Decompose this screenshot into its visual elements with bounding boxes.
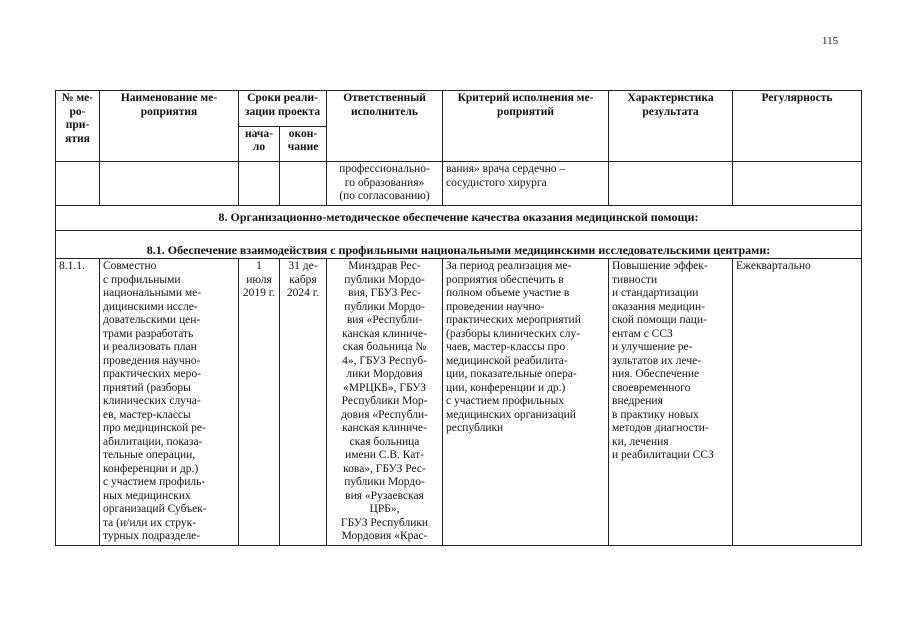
cont-no bbox=[56, 162, 100, 206]
section-8-title: 8. Организационно-методическое обеспечение качества оказания медицинской помощи: bbox=[56, 205, 862, 230]
cont-name bbox=[100, 162, 239, 206]
row-regularity: Ежеквартально bbox=[733, 259, 862, 546]
row-criterion: За период реализация ме- роприятия обеспечить в полном объеме участие в проведении научно- практических мероприятий (разборы клинических слу- чаев, мастер-классы про медицинской реабилита- ции, показательные опера- ции, конференции и др.) с участием профильных медицинских организаций республики bbox=[443, 259, 609, 546]
cont-responsible: профессионально- го образования» (по согласованию) bbox=[327, 162, 443, 206]
cont-regularity bbox=[733, 162, 862, 206]
header-end: окон-чание bbox=[280, 126, 327, 162]
header-terms: Сроки реали-зации проекта bbox=[239, 91, 327, 127]
cont-end bbox=[280, 162, 327, 206]
row-no: 8.1.1. bbox=[56, 259, 100, 546]
table-row bbox=[56, 259, 862, 546]
row-name: Совместно с профильными национальными ме- дицинскими иссле- довательскими цен- трами разработать и реализовать план проведения научно- практических меро- приятий (разборы клинических случа- ев, мастер-классы про медицинской ре- абилитации, показа- тельные операции, конференции и др.) с участием профиль- ных медицинских организаций Субъек- та (и/или их струк- турных подразделе- bbox=[100, 259, 239, 546]
cont-result bbox=[609, 162, 733, 206]
row-result: Повышение эффек- тивности и стандартизации оказания медицин- ской помощи паци- ентам с ССЗ и улучшение ре- зультатов их лече- ния. Обеспечение своевременного внедрения в практику новых методов диагности- ки, лечения и реабилитации ССЗ bbox=[609, 259, 733, 546]
header-no: № ме-ро-при-ятия bbox=[56, 91, 100, 162]
section-row bbox=[56, 205, 862, 230]
cont-start bbox=[239, 162, 280, 206]
header-start: нача-ло bbox=[239, 126, 280, 162]
measures-table bbox=[55, 90, 862, 546]
subsection-row bbox=[56, 230, 862, 259]
continuation-row bbox=[56, 162, 862, 206]
header-criterion: Критерий исполнения ме-роприятий bbox=[443, 91, 609, 162]
row-responsible: Минздрав Рес- публики Мордо- вия, ГБУЗ Рес- публики Мордо- вия «Республи- канская клиниче- ская больница № 4», ГБУЗ Респуб- лики Мордовия «МРЦКБ», ГБУЗ Республики Мор- довия «Республи- канская клиниче- ская больница имени С.В. Кат- кова», ГБУЗ Рес- публики Мордо- вия «Рузаевская ЦРБ», ГБУЗ Республики Мордовия «Крас- bbox=[327, 259, 443, 546]
header-responsible: Ответственный исполнитель bbox=[327, 91, 443, 162]
header-regularity: Регулярность bbox=[733, 91, 862, 162]
row-start: 1 июля 2019 г. bbox=[239, 259, 280, 546]
header-result: Характеристика результата bbox=[609, 91, 733, 162]
subsection-8-1-title: 8.1. Обеспечение взаимодействия с профильными национальными медицинскими исследовательскими центрами: bbox=[56, 230, 862, 259]
cont-criterion: вания» врача сердечно – сосудистого хирурга bbox=[443, 162, 609, 206]
header-name: Наименование ме-роприятия bbox=[100, 91, 239, 162]
page-number: 115 bbox=[822, 35, 839, 47]
header-row bbox=[56, 91, 862, 127]
row-end: 31 де- кабря 2024 г. bbox=[280, 259, 327, 546]
